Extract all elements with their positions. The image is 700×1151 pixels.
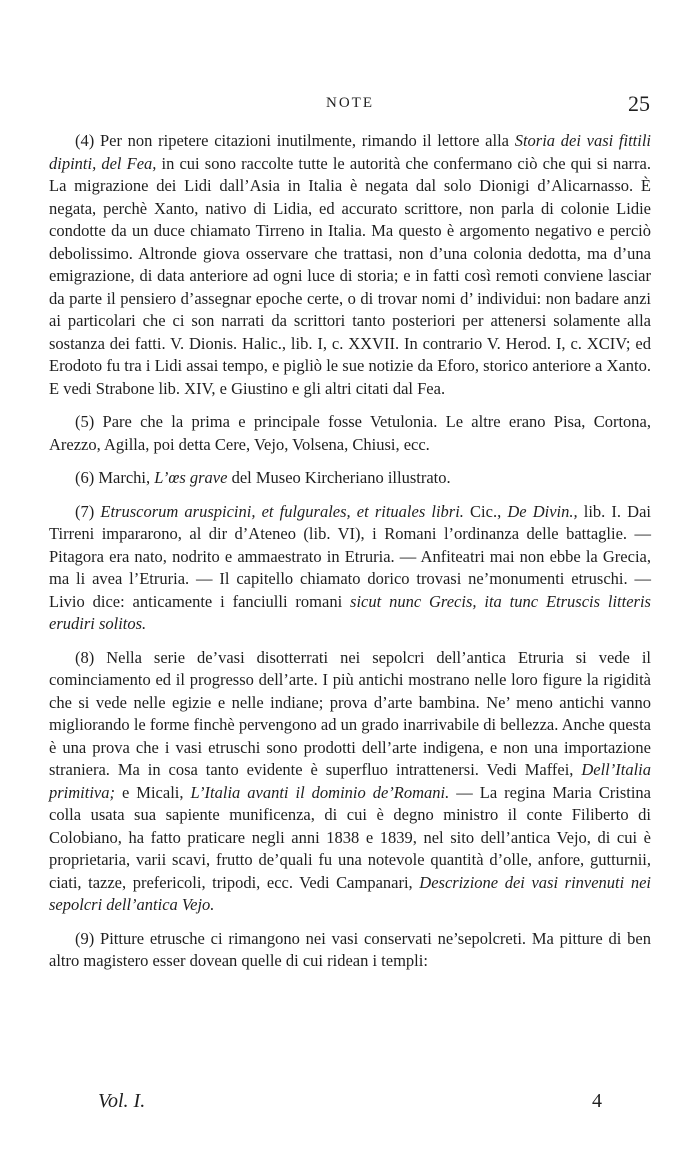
running-head — [50, 93, 650, 117]
note-text: — La regina Maria Cristina colla usata sua sapiente munificenza, di cui è degno ministro il conte Filiberto di Colobiano, ha fatto praticare negli anni 1838 e 1839, nel sito dell’antica Vejo, di cui è proprietaria, varii scavi, frutto de’quali fu una notevole quantità d’olle, anfore, gutturnii, ciati, tazze, prefericoli, tripodi, ecc. Vedi Campanari, — [49, 782, 651, 892]
note-text: (4) Per non ripetere citazioni inutilmente, rimando il lettore alla — [75, 131, 515, 150]
note-text: (7) — [75, 501, 101, 521]
italic-citation: De Divin., — [507, 501, 578, 521]
note-text: e Micali, — [115, 782, 191, 802]
signature-mark: 4 — [592, 1090, 602, 1112]
note-7-paragraph — [49, 501, 651, 636]
notes-section — [49, 130, 651, 984]
italic-citation: sicut nunc Grecis, ita tunc Etruscis litteris erudiri solitos. — [49, 591, 651, 633]
note-6-paragraph — [49, 467, 651, 490]
italic-citation: L’Italia avanti il dominio de’Romani. — [190, 782, 450, 802]
note-9-paragraph — [49, 928, 651, 973]
page-footer — [98, 1090, 602, 1116]
note-text: (8) Nella serie de’vasi disotterrati nei sepolcri dell’antica Etruria si vede il cominciamento ed il progresso dell’arte. I più antichi mostrano nelle loro figure la rigidità che si vede nelle egizie e nelle indiane; prova d’arte bambina. Ne’ meno antichi vanno migliorando le forme finchè pervengono ad un grado inarrivabile di bellezza. Anche questa è una prova che i vasi etruschi sono prodotti dell’arte indigena, e non una importazione straniera. Ma in cosa tanto evidente è superfluo intrattenersi. Vedi Maffei, — [49, 647, 651, 779]
note-text: del Museo Kircheriano illustrato. — [227, 468, 451, 487]
note-text: (5) Pare che la prima e principale fosse Vetulonia. Le altre erano Pisa, Cortona, Arezzo, Agilla, poi detta Cere, Vejo, Volsena, Chiusi, ecc. — [49, 412, 651, 454]
running-title: NOTE — [326, 95, 374, 111]
note-text: (6) Marchi, — [75, 468, 155, 487]
note-5-paragraph — [49, 411, 651, 456]
italic-citation: Storia dei vasi fittili dipinti, del Fea, — [49, 131, 652, 173]
note-8-paragraph — [49, 647, 651, 917]
page-number: 25 — [628, 91, 650, 116]
note-text: (9) Pitture etrusche ci rimangono nei vasi conservati ne’sepolcreti. Ma pitture di ben altro magistero esser dovean quelle di cui ridean i templi: — [49, 928, 651, 970]
note-text: Cic., — [463, 501, 508, 521]
italic-citation: L’œs grave — [154, 468, 228, 487]
note-text: in cui sono raccolte tutte le autorità che confermano ciò che qui si narra. La migrazione dei Lidi dall’Asia in Italia è negata dal solo Dionigi d’Alicarnasso. È negata, perchè Xanto, nativo di Lidia, ed accurato scrittore, non parla di colonie Lidie condotte da un duce chiamato Tirreno in Italia. Ma questo è argomento negativo e perciò debolissimo. Altronde giova osservare che trattasi, non d’una colonia dedotta, ma d’una emigrazione, di data anteriore ad ogni luce di storia; e in fatti così remoti conviene lasciar da parte il pensiero d’assegnar epoche certe, o di trovar nomi d’ individui: non badare anzi ai particolari che ci son narrati da scrittori tanto posteriori per attenersi solamente alla sostanza dei fatti. V. Dionis. Halic., lib. I, c. XXVII. In contrario V. Herod. I, c. XCIV; ed Erodoto fu tra i Lidi assai tempo, e pigliò le sue notizie da Eforo, storico anteriore a Xanto. E vedi Strabone lib. XIV, e Giustino e gli altri citati dal Fea. — [49, 153, 651, 398]
volume-label: Vol. I. — [98, 1090, 146, 1112]
italic-citation: Descrizione dei vasi rinvenuti nei sepolcri dell’antica Vejo. — [49, 872, 651, 914]
italic-citation: Etruscorum aruspicini, et fulgurales, et rituales libri. — [100, 501, 464, 521]
note-text: lib. I. Dai Tirreni impararono, al dir d’Ateneo (lib. VI), i Romani l’ordinanza delle battaglie. — Pitagora era nato, nodrito e ammaestrato in Etruria. — Anfiteatri mai non ebbe la Grecia, ma li avea l’Etruria. — Il capitello chiamato dorico trovasi ne’monumenti etruschi. — Livio dice: anticamente i fanciulli romani — [49, 501, 651, 611]
note-4-paragraph — [49, 130, 651, 400]
italic-citation: Dell’Italia primitiva; — [49, 760, 651, 802]
